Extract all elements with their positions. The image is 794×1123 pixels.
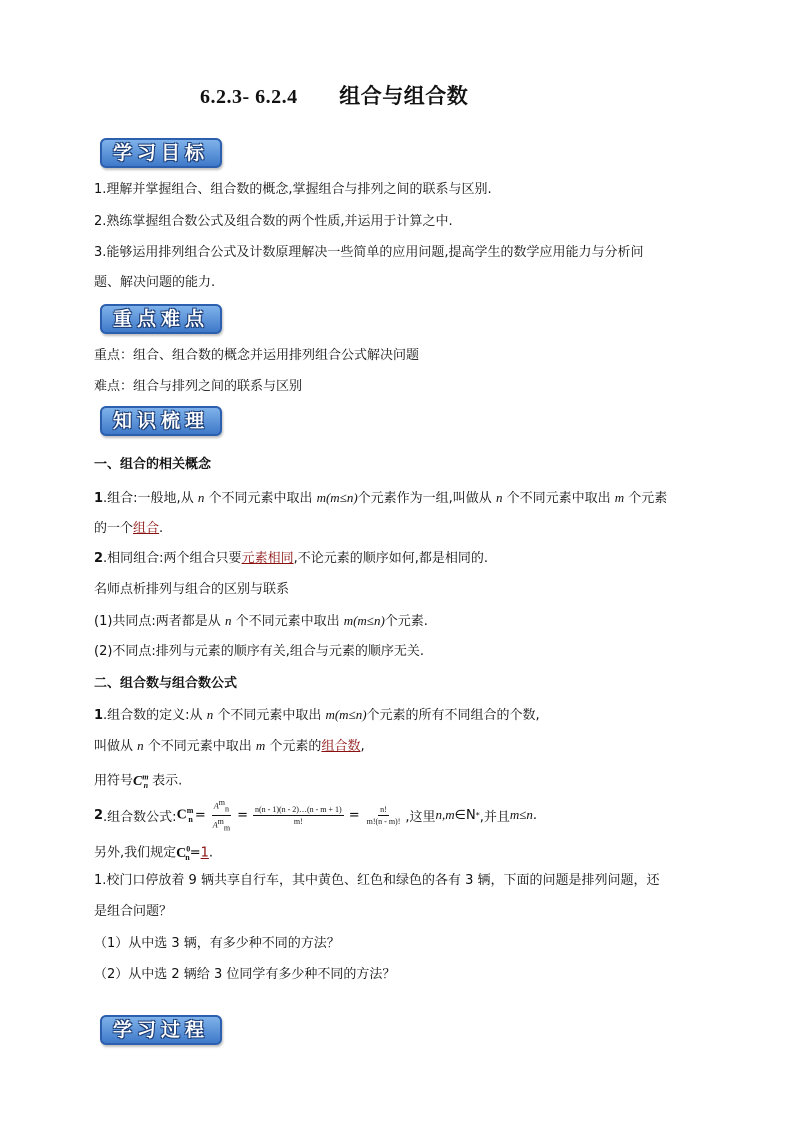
term-combination-number: 组合数 <box>321 739 361 754</box>
def1-var-m: m(m≤n) <box>316 490 358 505</box>
combination-definition <box>94 488 667 509</box>
def1-text-c: 个不同元素中取出 <box>204 491 317 506</box>
formula-text: .组合数公式: <box>103 809 177 825</box>
teacher-analysis: 名师点析排列与组合的区别与联系 <box>94 582 290 597</box>
symbol-text-b: 表示. <box>148 773 183 789</box>
d1-line2-var-m: m <box>255 738 266 753</box>
title-text: 组合与组合数 <box>339 84 469 108</box>
convention-dot: . <box>208 845 214 861</box>
def1-line2-a: 的一个 <box>94 521 134 536</box>
eq-sign-2: = <box>237 807 248 823</box>
exercise-question-cont: 是组合问题？ <box>94 904 173 919</box>
convention-text: 另外,我们规定 <box>94 845 177 861</box>
badge-keypoints: 重点难点 <box>100 304 222 334</box>
formula-c-symbol: $C^m_n$ <box>176 805 194 825</box>
def1-var-n2: n <box>495 490 503 505</box>
common-point <box>94 611 428 632</box>
badge-knowledge: 知识梳理 <box>100 406 222 436</box>
goal-3-cont: 题、解决问题的能力. <box>94 275 216 290</box>
title-number: 6.2.3- 6.2.4 <box>200 86 298 108</box>
formula-label: 2 <box>94 807 104 823</box>
formula-tail-cond: m≤n <box>509 807 533 822</box>
goal-1: 1.理解并掌握组合、组合数的概念,掌握组合与排列之间的联系与区别. <box>94 182 492 197</box>
def1-text-e: 个元素作为一组,叫做从 <box>357 491 496 506</box>
combination-symbol: $C^m_n$ <box>133 772 149 791</box>
def1-label: 1 <box>94 491 104 506</box>
key-point: 重点：组合、组合数的概念并运用排列组合公式解决问题 <box>94 348 420 363</box>
formula-fraction-product <box>253 804 344 827</box>
product-numerator: n(n - 1)(n - 2)…(n - m + 1) <box>254 804 342 814</box>
def1-text-a: .组合:一般地,从 <box>103 491 198 506</box>
combination-number-definition <box>94 705 540 726</box>
convention-eq: = <box>189 845 201 861</box>
combination-formula <box>94 798 537 832</box>
difficult-point: 难点：组合与排列之间的联系与区别 <box>94 379 303 394</box>
d1-var-m: m(m≤n) <box>325 707 367 722</box>
exercise-question: 1.校门口停放着 9 辆共享自行车，其中黄色、红色和绿色的各有 3 辆，下面的问题是排列问题，还 <box>94 873 660 888</box>
formula-tail-star: * <box>475 810 480 820</box>
exercise-part-2: （2）从中选 2 辆给 3 位同学有多少种不同的方法？ <box>94 967 396 982</box>
def2-text-a: .相同组合:两个组合只要 <box>103 551 242 566</box>
formula-tail-a: ,这里 <box>405 809 436 825</box>
c-n-zero-symbol: $C^0_n$ <box>176 844 191 863</box>
goal-3: 3.能够运用排列组合公式及计数原理解决一些简单的应用问题,提高学生的数学应用能力与分析问 <box>94 245 644 260</box>
section2-heading: 二、组合数与组合数公式 <box>94 676 238 691</box>
same-text-c: 个不同元素中取出 <box>231 614 344 629</box>
convention-line <box>94 839 213 868</box>
formula-tail-nm: n,m <box>435 807 455 822</box>
factorial-denominator: m!(n - m)! <box>366 816 401 826</box>
d1-line2-var-n: n <box>137 738 144 753</box>
def1-var-n: n <box>197 490 205 505</box>
d1-text-c: 个不同元素中取出 <box>213 708 326 723</box>
combination-definition-cont <box>94 519 163 539</box>
symbol-text-a: 用符号 <box>94 773 134 789</box>
d1-label: 1 <box>94 708 104 723</box>
d1-text-a: .组合数的定义:从 <box>103 708 207 723</box>
d1-var-n: n <box>206 707 214 722</box>
badge-process: 学习过程 <box>100 1015 222 1045</box>
d1-line2-c: 个不同元素中取出 <box>143 739 256 754</box>
exercise-part-1: （1）从中选 3 辆，有多少种不同的方法？ <box>94 936 340 951</box>
eq-sign-3: = <box>348 807 360 823</box>
difference-point: (2)不同点:排列与元素的顺序有关,组合与元素的顺序无关. <box>94 644 425 659</box>
product-denominator: m! <box>293 816 303 826</box>
d1-line2-g: , <box>360 739 365 754</box>
def2-text-c: ,不论元素的顺序如何,都是相同的. <box>293 551 488 566</box>
eq-sign-1: = <box>194 807 206 823</box>
term-same-elements: 元素相同 <box>241 551 294 566</box>
same-var-m: m(m≤n) <box>343 613 385 628</box>
def1-text-i: 个元素 <box>624 491 668 506</box>
term-combination: 组合 <box>133 521 160 536</box>
convention-value: 1 <box>200 845 209 861</box>
factorial-numerator: n! <box>380 804 387 814</box>
page-title <box>200 80 468 110</box>
def1-var-m2: m <box>614 490 625 505</box>
formula-tail-g: . <box>532 807 538 823</box>
combination-number-definition-cont <box>94 736 365 757</box>
formula-fraction-a: $\frac{A^m_n}{A^m_m}$ <box>212 798 231 832</box>
section1-heading: 一、组合的相关概念 <box>94 457 212 472</box>
d1-text-e: 个元素的所有不同组合的个数, <box>366 708 540 723</box>
symbol-line <box>94 767 182 796</box>
d1-line2-e: 个元素的 <box>265 739 322 754</box>
d1-line2-a: 叫做从 <box>94 739 138 754</box>
goal-2: 2.熟练掌握组合数公式及组合数的两个性质,并运用于计算之中. <box>94 214 453 229</box>
same-text-a: (1)共同点:两者都是从 <box>94 614 225 629</box>
same-text-e: 个元素. <box>384 614 428 629</box>
formula-tail-set: ∈N <box>454 807 476 823</box>
def1-text-g: 个不同元素中取出 <box>502 491 615 506</box>
def1-line2-c: . <box>159 521 164 536</box>
same-var-n: n <box>224 613 232 628</box>
badge-goals: 学习目标 <box>100 138 222 168</box>
def2-label: 2 <box>94 551 104 566</box>
formula-tail-e: ,并且 <box>479 809 510 825</box>
formula-fraction-factorial <box>365 804 403 827</box>
same-combination <box>94 549 488 569</box>
